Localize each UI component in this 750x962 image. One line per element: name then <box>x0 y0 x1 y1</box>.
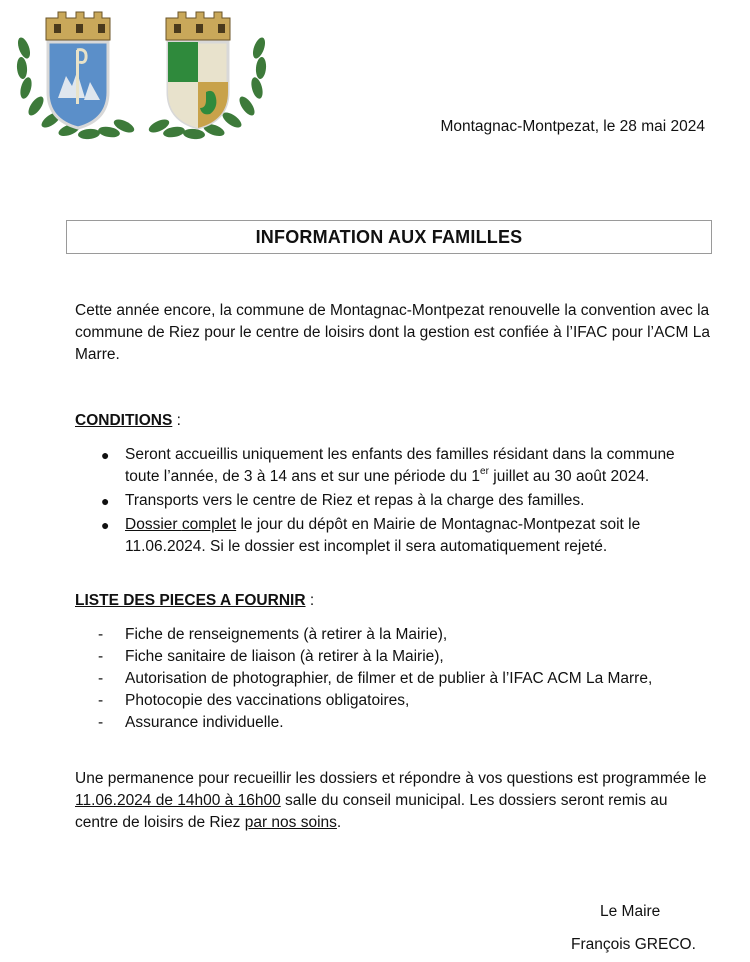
piece-5: Assurance individuelle. <box>125 714 284 731</box>
document-body <box>75 300 710 834</box>
coat-of-arms-logo <box>14 8 269 158</box>
list-item <box>75 712 710 734</box>
pieces-heading <box>75 590 710 612</box>
permanence-part1: Une permanence pour recueillir les dossiers et répondre à vos questions est programmée le <box>75 770 707 787</box>
place-date: Montagnac-Montpezat, le 28 mai 2024 <box>440 118 705 135</box>
list-item <box>75 514 710 558</box>
left-crest-icon <box>46 12 110 128</box>
pieces-heading-text: LISTE DES PIECES A FOURNIR <box>75 592 306 609</box>
conditions-heading <box>75 410 710 432</box>
condition-3-end: le jour du dépôt en Mairie de Montagnac-Montpezat soit le 11.06.2024. Si le dossier est incomplet il sera automatiquement rejeté. <box>125 516 641 555</box>
bullet-icon: ● <box>101 517 110 533</box>
pieces-heading-suffix: : <box>305 592 315 609</box>
dash-icon: - <box>98 626 104 643</box>
list-item <box>75 646 710 668</box>
signature-name: François GRECO. <box>571 936 696 953</box>
signature-role: Le Maire <box>600 903 661 920</box>
piece-1: Fiche de renseignements (à retirer à la Mairie), <box>125 626 448 643</box>
permanence-date-time: 11.06.2024 de 14h00 à 16h00 <box>75 792 281 809</box>
conditions-list <box>75 444 710 558</box>
bullet-icon: ● <box>101 493 110 509</box>
title-text: INFORMATION AUX FAMILLES <box>255 226 523 247</box>
condition-1-end: juillet au 30 août 2024. <box>488 468 650 485</box>
list-item <box>75 444 710 488</box>
list-item <box>75 490 710 512</box>
list-item <box>75 624 710 646</box>
conditions-heading-suffix: : <box>172 412 181 429</box>
dash-icon: - <box>98 648 104 665</box>
piece-2: Fiche sanitaire de liaison (à retirer à la Mairie), <box>125 648 444 665</box>
dash-icon: - <box>98 670 104 687</box>
permanence-emphasis: par nos soins <box>244 814 337 831</box>
condition-2: Transports vers le centre de Riez et repas à la charge des familles. <box>125 492 585 509</box>
dash-icon: - <box>98 714 104 731</box>
dash-icon: - <box>98 692 104 709</box>
condition-1-sup: er <box>480 465 489 477</box>
conditions-heading-text: CONDITIONS <box>75 412 173 429</box>
piece-3: Autorisation de photographier, de filmer et de publier à l’IFAC ACM La Marre, <box>125 670 653 687</box>
list-item <box>75 668 710 690</box>
condition-1-start: Seront accueillis uniquement les enfants des familles résidant dans la commune toute l’année, de 3 à 14 ans et sur une période du 1 <box>125 446 675 485</box>
pieces-list <box>75 624 710 734</box>
permanence-part3: . <box>336 814 342 831</box>
permanence-paragraph <box>75 768 710 834</box>
piece-4: Photocopie des vaccinations obligatoires, <box>125 692 410 709</box>
permanence-part2: salle du conseil municipal. Les dossiers seront remis au centre de loisirs de Riez <box>75 792 668 831</box>
document-title <box>66 220 712 254</box>
right-crest-icon <box>166 12 230 128</box>
list-item <box>75 690 710 712</box>
bullet-icon: ● <box>101 447 110 463</box>
intro-paragraph: Cette année encore, la commune de Montagnac-Montpezat renouvelle la convention avec la commune de Riez pour le centre de loisirs dont la gestion est confiée à l’IFAC pour l’ACM La Marre. <box>75 302 710 363</box>
condition-3-start: Dossier <box>125 516 182 533</box>
condition-3-underlined: complet <box>181 516 237 533</box>
